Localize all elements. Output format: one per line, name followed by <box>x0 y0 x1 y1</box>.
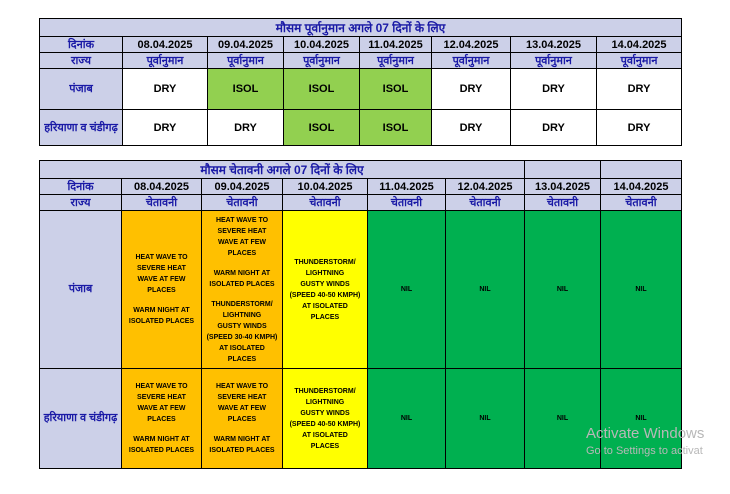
warning-cell <box>525 211 601 369</box>
warning-text-line: ISOLATED PLACES <box>209 447 275 454</box>
warning-cell <box>283 211 368 369</box>
warning-text-line: WAVE AT FEW <box>217 238 267 246</box>
forecast-value: ISOL <box>208 69 284 110</box>
forecast-date: 11.04.2025 <box>360 37 432 53</box>
warning-text-line: LIGHTNING <box>305 398 345 406</box>
warning-text-line: WAVE AT FEW <box>137 405 186 412</box>
warning-table <box>39 160 682 469</box>
warning-sub-label: चेतावनी <box>368 195 446 211</box>
warning-text-line: WARM NIGHT AT <box>213 269 271 277</box>
warning-text-line: NIL <box>400 415 413 422</box>
warning-spacer <box>205 290 279 299</box>
warning-row-punjab <box>40 211 682 369</box>
warning-text-line: NIL <box>556 286 569 293</box>
warning-text-line: HEAT WAVE TO <box>215 216 269 224</box>
warning-text-line: SEVERE HEAT <box>217 394 267 401</box>
warning-text-line: NIL <box>400 286 413 293</box>
forecast-sub-label: पूर्वानुमान <box>360 53 432 69</box>
warning-text-line: PLACES <box>227 355 257 363</box>
warning-text-line: (SPEED 40-50 KMPH) <box>289 420 361 428</box>
warning-text-line: PLACES <box>227 249 257 257</box>
forecast-row-punjab <box>40 69 682 110</box>
warning-text-line: HEAT WAVE TO <box>135 383 188 390</box>
warning-text-line: THUNDERSTORM/ <box>294 258 356 266</box>
forecast-value: DRY <box>432 110 511 146</box>
warning-text-line: LIGHTNING <box>305 269 345 277</box>
warning-text-line: THUNDERSTORM/ <box>211 300 273 308</box>
forecast-date: 14.04.2025 <box>597 37 682 53</box>
warning-text-line: AT ISOLATED <box>302 431 348 439</box>
forecast-sub-label: पूर्वानुमान <box>123 53 208 69</box>
warning-cell <box>122 369 202 469</box>
warning-date: 12.04.2025 <box>446 179 525 195</box>
forecast-state-label: राज्य <box>40 53 123 69</box>
warning-text-line: HEAT WAVE TO <box>135 254 188 261</box>
warning-text-line: PLACES <box>310 442 340 450</box>
warning-sub-label: चेतावनी <box>601 195 682 211</box>
state-name: पंजाब <box>40 211 122 369</box>
warning-cell <box>446 211 525 369</box>
forecast-date: 12.04.2025 <box>432 37 511 53</box>
warning-text-line: WARM NIGHT AT <box>133 307 190 314</box>
warning-date: 11.04.2025 <box>368 179 446 195</box>
warning-cell <box>202 211 283 369</box>
warning-date: 08.04.2025 <box>122 179 202 195</box>
warning-cell <box>368 369 446 469</box>
warning-cell <box>601 211 682 369</box>
warning-text-line: ISOLATED PLACES <box>128 447 195 454</box>
warning-text-line: HEAT WAVE TO <box>215 383 269 390</box>
warning-text-line: LIGHTNING <box>222 311 262 319</box>
warning-sub-label: चेतावनी <box>525 195 601 211</box>
forecast-value: ISOL <box>360 110 432 146</box>
warning-cell <box>368 211 446 369</box>
forecast-date: 09.04.2025 <box>208 37 284 53</box>
warning-text-line: PLACES <box>147 416 176 423</box>
warning-date: 14.04.2025 <box>601 179 682 195</box>
forecast-value: ISOL <box>284 69 360 110</box>
warning-text-line: PLACES <box>147 287 176 294</box>
warning-sub-label: चेतावनी <box>446 195 525 211</box>
warning-text-line: (SPEED 30-40 KMPH) <box>206 333 278 341</box>
warning-date: 13.04.2025 <box>525 179 601 195</box>
warning-text-line: NIL <box>556 415 569 422</box>
warning-text-line: GUSTY WINDS <box>300 409 350 417</box>
forecast-sub-label: पूर्वानुमान <box>511 53 597 69</box>
warning-text-line: ISOLATED PLACES <box>128 318 195 325</box>
warning-text-line: THUNDERSTORM/ <box>294 387 356 395</box>
activate-windows-watermark <box>586 425 704 457</box>
forecast-value: ISOL <box>360 69 432 110</box>
forecast-date: 10.04.2025 <box>284 37 360 53</box>
warning-cell <box>202 369 283 469</box>
warning-text-line: NIL <box>479 286 491 293</box>
forecast-date-label: दिनांक <box>40 37 123 53</box>
forecast-value: DRY <box>208 110 284 146</box>
forecast-sub-label: पूर्वानुमान <box>284 53 360 69</box>
warning-date: 10.04.2025 <box>283 179 368 195</box>
warning-text-line: NIL <box>635 286 647 293</box>
warning-text-line: ISOLATED PLACES <box>209 280 275 288</box>
warning-spacer <box>125 425 198 434</box>
warning-text-line: GUSTY WINDS <box>300 280 350 288</box>
warning-text-line: (SPEED 40-50 KMPH) <box>289 291 361 299</box>
forecast-value: DRY <box>123 69 208 110</box>
forecast-row-haryana <box>40 110 682 146</box>
warning-date: 09.04.2025 <box>202 179 283 195</box>
state-name: पंजाब <box>40 69 123 110</box>
watermark-line2: Go to Settings to activat <box>586 445 703 457</box>
forecast-value: DRY <box>432 69 511 110</box>
warning-text-line: AT ISOLATED <box>219 344 265 352</box>
forecast-title: मौसम पूर्वानुमान अगले 07 दिनों के लिए <box>40 19 682 37</box>
forecast-sub-label: पूर्वानुमान <box>597 53 682 69</box>
warning-sub-label: चेतावनी <box>283 195 368 211</box>
warning-text-line: SEVERE HEAT <box>137 394 186 401</box>
warning-text-line: GUSTY WINDS <box>217 322 267 330</box>
forecast-value: ISOL <box>284 110 360 146</box>
forecast-value: DRY <box>597 69 682 110</box>
forecast-sub-label: पूर्वानुमान <box>432 53 511 69</box>
title-blank-cell <box>525 161 601 179</box>
warning-spacer <box>125 296 198 305</box>
forecast-value: DRY <box>123 110 208 146</box>
warning-spacer <box>205 425 279 434</box>
warning-spacer <box>205 259 279 268</box>
warning-sub-label: चेतावनी <box>202 195 283 211</box>
warning-text-line: AT ISOLATED <box>302 302 348 310</box>
warning-text-line: PLACES <box>227 416 257 423</box>
forecast-table <box>39 18 682 146</box>
warning-text-line: NIL <box>479 415 491 422</box>
warning-state-label: राज्य <box>40 195 122 211</box>
forecast-date: 13.04.2025 <box>511 37 597 53</box>
warning-text-line: NIL <box>635 415 647 422</box>
warning-cell <box>283 369 368 469</box>
forecast-value: DRY <box>511 69 597 110</box>
forecast-value: DRY <box>511 110 597 146</box>
warning-text-line: WARM NIGHT AT <box>213 436 271 443</box>
state-name: हरियाणा व चंडीगढ़ <box>40 369 122 469</box>
title-blank-cell <box>601 161 682 179</box>
warning-text-line: SEVERE HEAT <box>137 265 186 272</box>
warning-text-line: WAVE AT FEW <box>137 276 186 283</box>
forecast-sub-label: पूर्वानुमान <box>208 53 284 69</box>
warning-cell <box>122 211 202 369</box>
warning-date-label: दिनांक <box>40 179 122 195</box>
warning-text-line: SEVERE HEAT <box>217 227 267 235</box>
warning-text-line: WARM NIGHT AT <box>133 436 190 443</box>
state-name: हरियाणा व चंडीगढ़ <box>40 110 123 146</box>
forecast-value: DRY <box>597 110 682 146</box>
warning-cell <box>446 369 525 469</box>
warning-text-line: PLACES <box>310 313 340 321</box>
watermark-line1: Activate Windows <box>586 425 705 442</box>
warning-title: मौसम चेतावनी अगले 07 दिनों के लिए <box>40 161 525 179</box>
forecast-date: 08.04.2025 <box>123 37 208 53</box>
warning-text-line: WAVE AT FEW <box>217 405 267 412</box>
warning-sub-label: चेतावनी <box>122 195 202 211</box>
